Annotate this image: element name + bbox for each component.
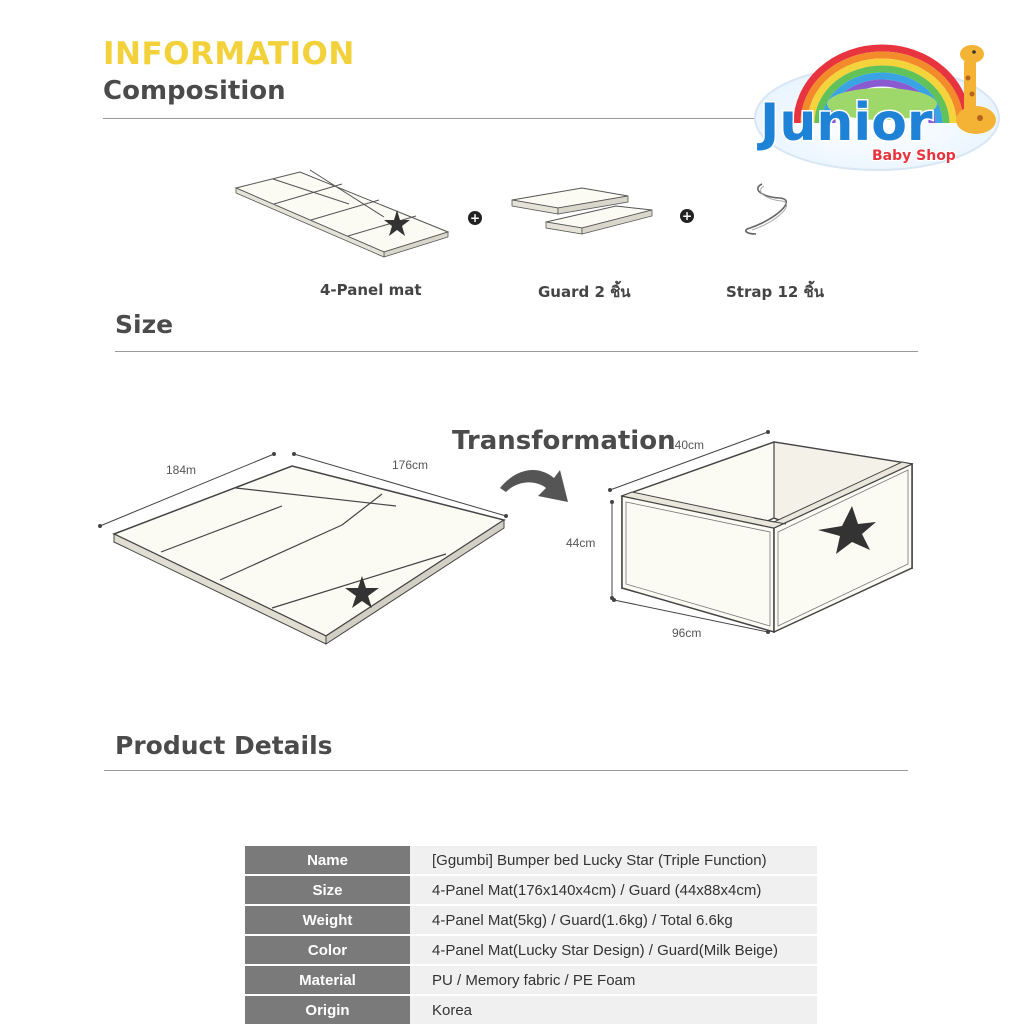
flat-mat-diagram (96, 446, 516, 656)
table-row (245, 966, 817, 994)
mat-dim-184: 184m (166, 463, 197, 477)
bed-dim-96: 96cm (672, 626, 702, 640)
divider (104, 770, 908, 771)
logo-brand: Junior (760, 93, 933, 153)
row-value: Korea (410, 996, 817, 1024)
bumper-bed-diagram (604, 428, 916, 638)
row-key: Origin (245, 996, 410, 1024)
table-row (245, 996, 817, 1024)
strap-caption: Strap 12 ชิ้น (726, 283, 824, 301)
product-details-title: Product Details (115, 731, 333, 760)
divider (115, 351, 918, 352)
row-key: Name (245, 846, 410, 874)
strap-illustration (740, 180, 800, 240)
row-value: [Ggumbi] Bumper bed Lucky Star (Triple Function) (410, 846, 817, 874)
mat-dim-176: 176cm (392, 458, 429, 472)
junior-baby-shop-logo (752, 28, 1010, 178)
size-title: Size (115, 310, 174, 339)
bed-dim-44: 44cm (566, 536, 596, 550)
row-value: PU / Memory fabric / PE Foam (410, 966, 817, 994)
row-key: Weight (245, 906, 410, 934)
table-row (245, 846, 817, 874)
divider (103, 118, 781, 119)
product-details-table (245, 844, 817, 1024)
curved-arrow-icon (496, 458, 576, 508)
row-key: Color (245, 936, 410, 964)
row-value: 4-Panel Mat(176x140x4cm) / Guard (44x88x4cm) (410, 876, 817, 904)
row-key: Material (245, 966, 410, 994)
bed-dim-140: 140cm (668, 438, 705, 452)
composition-title: Composition (103, 76, 286, 106)
guard-illustration (508, 182, 658, 252)
plus-icon: + (469, 211, 481, 225)
section-label: INFORMATION (103, 36, 355, 72)
transformation-label: Transformation (452, 426, 676, 456)
guard-caption: Guard 2 ชิ้น (538, 283, 631, 301)
table-row (245, 906, 817, 934)
plus-icon: + (681, 209, 693, 223)
table-row (245, 876, 817, 904)
row-key: Size (245, 876, 410, 904)
panel-mat-illustration (232, 160, 462, 260)
row-value: 4-Panel Mat(Lucky Star Design) / Guard(Milk Beige) (410, 936, 817, 964)
table-row (245, 936, 817, 964)
mat-caption: 4-Panel mat (320, 281, 422, 299)
row-value: 4-Panel Mat(5kg) / Guard(1.6kg) / Total 6.6kg (410, 906, 817, 934)
logo-sub: Baby Shop (872, 148, 956, 164)
